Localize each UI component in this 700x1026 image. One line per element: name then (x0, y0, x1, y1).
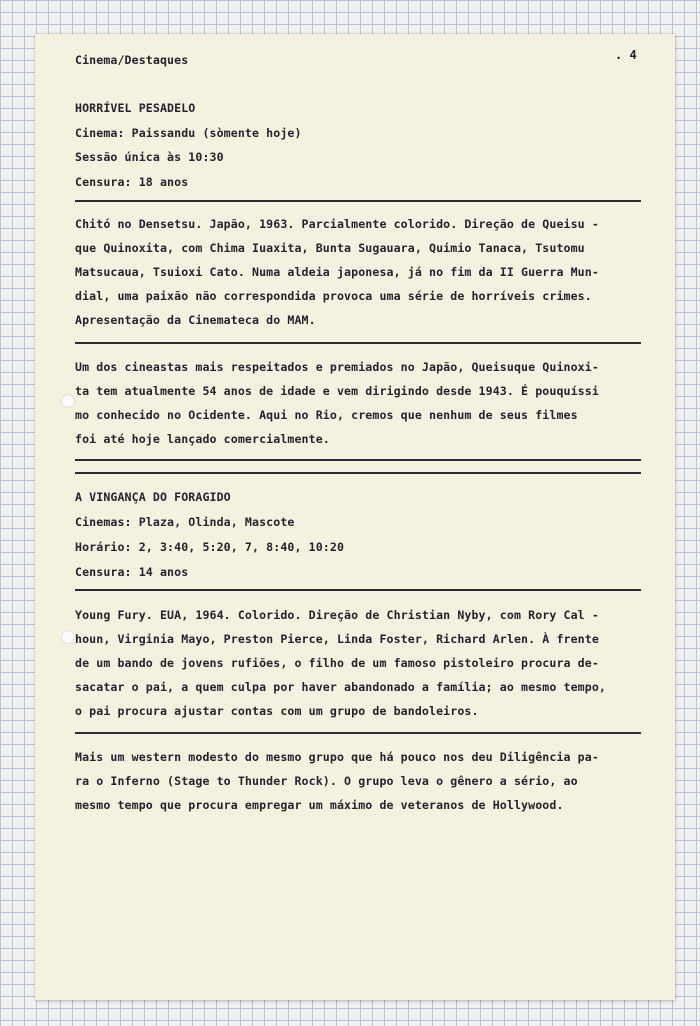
film2-synopsis (75, 603, 647, 723)
comment-line: ra o Inferno (Stage to Thunder Rock). O grupo leva o gênero a sério, ao (75, 774, 578, 788)
comment-line: Mais um western modesto do mesmo grupo que há pouco nos deu Diligência pa- (75, 750, 599, 764)
comment-line: mo conhecido no Ocidente. Aqui no Rio, cremos que nenhum de seus filmes (75, 408, 578, 422)
divider (75, 472, 641, 474)
film1-cinema: Cinema: Paissandu (sòmente hoje) (75, 126, 302, 140)
film1-session: Sessão única às 10:30 (75, 150, 224, 164)
section-header: Cinema/Destaques (75, 53, 189, 67)
divider (75, 459, 641, 461)
synopsis-line: dial, uma paixão não correspondida provoca uma série de horríveis crimes. (75, 289, 592, 303)
divider (75, 732, 641, 734)
divider (75, 342, 641, 344)
punch-hole (61, 630, 75, 644)
divider (75, 589, 641, 591)
synopsis-line: o pai procura ajustar contas com um grupo de bandoleiros. (75, 704, 479, 718)
synopsis-line: que Quinoxita, com Chima Iuaxita, Bunta Sugauara, Quimio Tanaca, Tsutomu (75, 241, 585, 255)
comment-line: foi até hoje lançado comercialmente. (75, 432, 330, 446)
synopsis-line: Apresentação da Cinemateca do MAM. (75, 313, 316, 327)
film1-synopsis (75, 212, 647, 332)
film1-censorship: Censura: 18 anos (75, 175, 189, 189)
typewritten-page (35, 34, 675, 1000)
synopsis-line: de um bando de jovens rufiões, o filho de um famoso pistoleiro procura de- (75, 656, 599, 670)
synopsis-line: Chitó no Densetsu. Japão, 1963. Parcialmente colorido. Direção de Queisu - (75, 217, 599, 231)
divider (75, 200, 641, 202)
film1-comment (75, 355, 647, 451)
punch-hole (61, 394, 75, 408)
film2-title: A VINGANÇA DO FORAGIDO (75, 490, 231, 504)
synopsis-line: Matsucaua, Tsuioxi Cato. Numa aldeia japonesa, já no fim da II Guerra Mun- (75, 265, 599, 279)
film2-comment (75, 745, 647, 817)
film2-schedule: Horário: 2, 3:40, 5:20, 7, 8:40, 10:20 (75, 540, 345, 554)
synopsis-line: houn, Virginia Mayo, Preston Pierce, Linda Foster, Richard Arlen. À frente (75, 632, 599, 646)
comment-line: Um dos cineastas mais respeitados e premiados no Japão, Queisuque Quinoxi- (75, 360, 599, 374)
film1-title: HORRÍVEL PESADELO (75, 101, 196, 115)
synopsis-line: Young Fury. EUA, 1964. Colorido. Direção de Christian Nyby, com Rory Cal - (75, 608, 599, 622)
synopsis-line: sacatar o pai, a quem culpa por haver abandonado a família; ao mesmo tempo, (75, 680, 607, 694)
film2-censorship: Censura: 14 anos (75, 565, 189, 579)
page-number: . 4 (615, 48, 637, 62)
comment-line: mesmo tempo que procura empregar um máximo de veteranos de Hollywood. (75, 798, 564, 812)
film2-cinemas: Cinemas: Plaza, Olinda, Mascote (75, 515, 295, 529)
comment-line: ta tem atualmente 54 anos de idade e vem dirigindo desde 1943. É pouquíssi (75, 384, 599, 398)
